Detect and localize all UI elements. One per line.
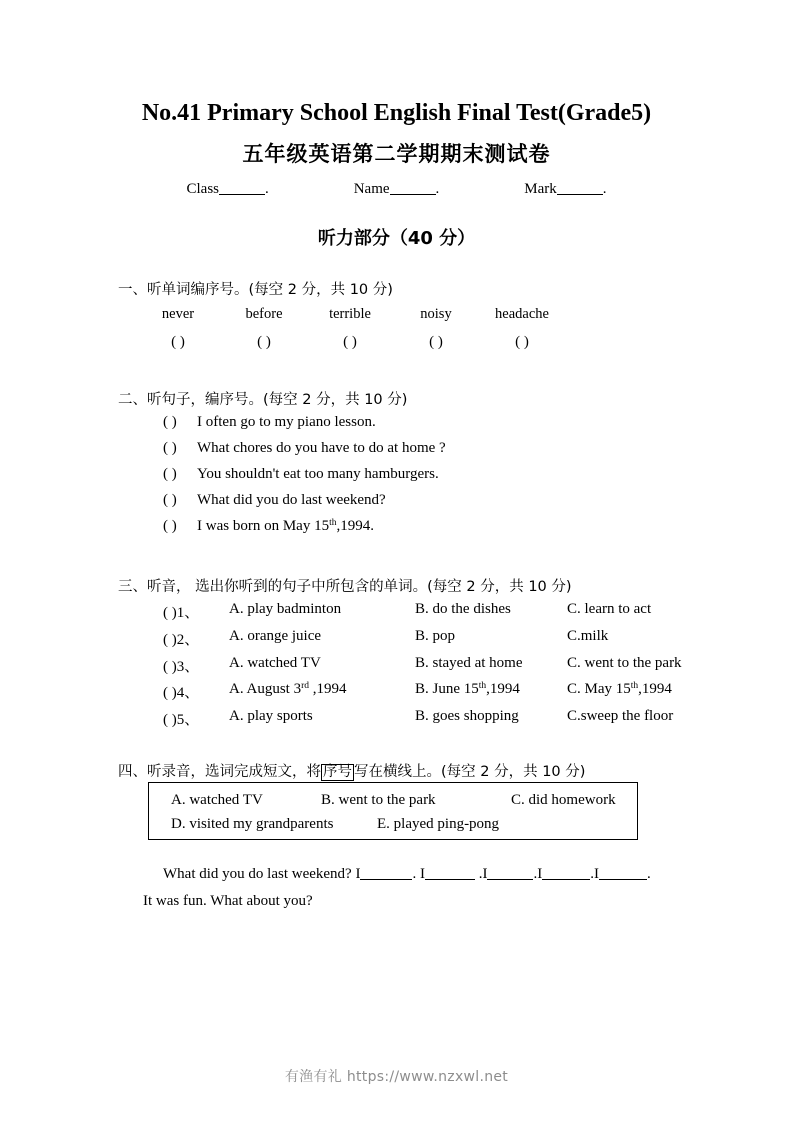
word-bank-box bbox=[148, 782, 638, 840]
section-1-answer-row bbox=[150, 334, 550, 351]
table-row bbox=[163, 628, 608, 649]
list-item bbox=[163, 518, 374, 535]
section-4-heading-post: 写在横线上。(每空 2 分，共 10 分) bbox=[354, 764, 586, 780]
list-item bbox=[163, 492, 386, 509]
class-field bbox=[187, 180, 269, 198]
option-b[interactable]: B. stayed at home bbox=[415, 655, 523, 671]
option-a[interactable] bbox=[229, 681, 415, 702]
word-item: noisy bbox=[420, 306, 452, 322]
table-row bbox=[163, 601, 651, 622]
option-c[interactable]: C. went to the park bbox=[567, 655, 682, 671]
option-c[interactable]: C.milk bbox=[567, 628, 609, 644]
ordinal-suffix: rd bbox=[301, 681, 310, 691]
option-a[interactable]: A. play badminton bbox=[229, 601, 342, 617]
page-title-chinese: 五年级英语第二学期期末测试卷 bbox=[242, 142, 551, 166]
page-title-english: No.41 Primary School English Final Test(Grade5) bbox=[141, 100, 652, 126]
passage-blank[interactable] bbox=[542, 866, 590, 880]
class-label: Class bbox=[186, 181, 220, 197]
answer-bracket[interactable]: ( )3、 bbox=[163, 659, 200, 675]
word-bank-row bbox=[149, 816, 639, 833]
section-4-heading bbox=[118, 760, 585, 781]
answer-bracket[interactable]: ( ) bbox=[163, 492, 177, 508]
passage-line-1 bbox=[163, 866, 651, 883]
passage-blank[interactable] bbox=[360, 866, 412, 880]
option-c[interactable]: C. learn to act bbox=[567, 601, 652, 617]
sentence-text: What chores do you have to do at home ? bbox=[197, 440, 446, 456]
mark-field bbox=[524, 180, 606, 198]
class-blank[interactable] bbox=[219, 180, 265, 195]
sentence-text: I often go to my piano lesson. bbox=[197, 414, 376, 430]
footer-watermark: 有渔有礼 https://www.nzxwl.net bbox=[284, 1069, 509, 1085]
option-b[interactable]: B. do the dishes bbox=[415, 601, 511, 617]
answer-bracket[interactable]: ( ) bbox=[257, 334, 271, 350]
answer-bracket[interactable]: ( )5、 bbox=[163, 712, 200, 728]
answer-bracket[interactable]: ( ) bbox=[429, 334, 443, 350]
mark-blank[interactable] bbox=[557, 180, 603, 195]
answer-bracket[interactable]: ( )2、 bbox=[163, 632, 200, 648]
option-a-post: ,1994 bbox=[309, 681, 347, 697]
section-3-heading: 三、听音， 选出你听到的句子中所包含的单词。(每空 2 分，共 10 分) bbox=[118, 579, 572, 595]
answer-bracket[interactable]: ( ) bbox=[163, 414, 177, 430]
passage-separator: .I bbox=[533, 866, 543, 882]
option-a-pre: A. August 3 bbox=[229, 681, 302, 697]
answer-bracket[interactable]: ( ) bbox=[163, 440, 177, 456]
option-a[interactable]: A. play sports bbox=[229, 708, 313, 724]
answer-bracket[interactable]: ( ) bbox=[343, 334, 357, 350]
list-item bbox=[163, 414, 376, 431]
section-2-heading: 二、听句子，编序号。(每空 2 分，共 10 分) bbox=[118, 392, 408, 408]
table-row bbox=[163, 708, 673, 729]
table-row bbox=[163, 655, 682, 676]
option-c-post: ,1994 bbox=[638, 681, 672, 697]
answer-bracket[interactable]: ( )4、 bbox=[163, 685, 200, 701]
ordinal-suffix: th bbox=[630, 681, 639, 691]
ordinal-suffix: th bbox=[478, 681, 487, 691]
word-item: never bbox=[161, 306, 195, 322]
answer-bracket[interactable]: ( ) bbox=[515, 334, 529, 350]
word-bank-option-b[interactable]: B. went to the park bbox=[321, 792, 436, 808]
option-b-pre: B. June 15 bbox=[415, 681, 479, 697]
sentence-text: What did you do last weekend? bbox=[197, 492, 386, 508]
option-a[interactable]: A. orange juice bbox=[229, 628, 322, 644]
name-label: Name bbox=[353, 181, 390, 197]
student-info-line bbox=[0, 180, 793, 198]
passage-separator: . I bbox=[412, 866, 425, 882]
sentence-text-post: ,1994. bbox=[336, 518, 374, 534]
listening-part-heading: 听力部分（40 分） bbox=[317, 228, 476, 249]
mark-label: Mark bbox=[524, 181, 557, 197]
sentence-text-pre: I was born on May 15 bbox=[197, 518, 330, 534]
option-b[interactable]: B. goes shopping bbox=[415, 708, 519, 724]
answer-bracket[interactable]: ( )1、 bbox=[163, 605, 200, 621]
section-4-heading-boxed-term: 序号 bbox=[323, 764, 352, 780]
option-c[interactable]: C.sweep the floor bbox=[567, 708, 674, 724]
word-item: before bbox=[245, 306, 283, 322]
section-1-words-row bbox=[150, 306, 550, 323]
ordinal-suffix: th bbox=[329, 518, 337, 528]
option-c[interactable] bbox=[567, 681, 672, 702]
section-1-word-grid bbox=[150, 306, 550, 351]
answer-bracket[interactable]: ( ) bbox=[163, 466, 177, 482]
section-1-heading: 一、听单词编序号。(每空 2 分，共 10 分) bbox=[118, 282, 393, 298]
class-dot: . bbox=[265, 181, 269, 197]
passage-blank[interactable] bbox=[599, 866, 647, 880]
list-item bbox=[163, 466, 439, 483]
sentence-text: You shouldn't eat too many hamburgers. bbox=[197, 466, 439, 482]
list-item bbox=[163, 440, 446, 457]
word-bank-option-e[interactable]: E. played ping-pong bbox=[377, 816, 500, 832]
passage-separator: .I bbox=[590, 866, 599, 882]
passage-separator: .I bbox=[474, 866, 488, 882]
word-item: headache bbox=[495, 306, 549, 322]
answer-bracket[interactable]: ( ) bbox=[163, 518, 177, 534]
option-b[interactable]: B. pop bbox=[415, 628, 456, 644]
word-bank-option-a[interactable]: A. watched TV bbox=[171, 792, 263, 808]
name-dot: . bbox=[435, 181, 440, 197]
option-c-pre: C. May 15 bbox=[567, 681, 631, 697]
word-bank-row bbox=[149, 792, 639, 809]
section-4-heading-pre: 四、听录音，选词完成短文，将 bbox=[118, 764, 321, 780]
word-bank-option-c[interactable]: C. did homework bbox=[511, 792, 616, 808]
name-field bbox=[354, 180, 440, 198]
option-b[interactable] bbox=[415, 681, 567, 702]
passage-end-dot: . bbox=[646, 866, 651, 882]
passage-blank[interactable] bbox=[425, 866, 475, 880]
table-row bbox=[163, 681, 672, 702]
option-a[interactable]: A. watched TV bbox=[229, 655, 321, 671]
word-item: terrible bbox=[329, 306, 371, 322]
name-blank[interactable] bbox=[390, 180, 436, 195]
option-b-post: ,1994 bbox=[486, 681, 520, 697]
word-bank-option-d[interactable]: D. visited my grandparents bbox=[171, 816, 334, 832]
passage-line-2: It was fun. What about you? bbox=[143, 893, 313, 909]
mark-dot: . bbox=[602, 181, 607, 197]
answer-bracket[interactable]: ( ) bbox=[171, 334, 185, 350]
passage-lead-text: What did you do last weekend? I bbox=[163, 866, 361, 882]
passage-blank[interactable] bbox=[487, 866, 533, 880]
